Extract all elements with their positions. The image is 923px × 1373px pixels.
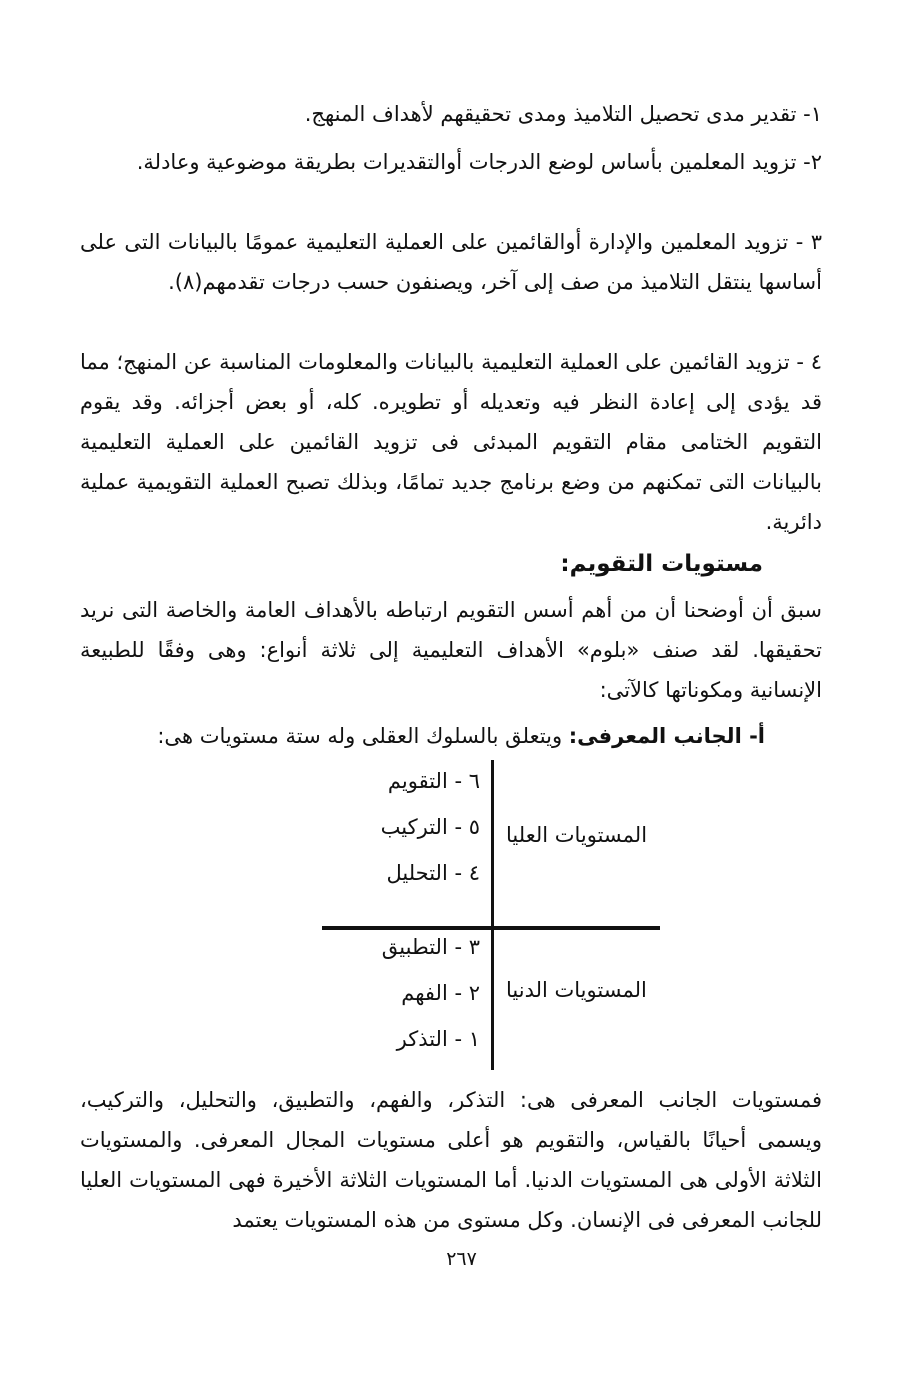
upper-levels-label: المستويات العليا xyxy=(506,823,648,847)
section-heading: مستويات التقويم: xyxy=(560,551,763,577)
page-number: ٢٦٧ xyxy=(446,1248,477,1270)
level-application: ٣ - التطبيق xyxy=(381,935,480,959)
closing-paragraph: فمستويات الجانب المعرفى هى: التذكر، والفهم، والتطبيق، والتحليل، والتركيب، ويسمى أحيانًا بالقياس، والتقويم هو أعلى مستويات المجال المعرفى. والمستويات الثلاثة الأولى هى المستويات الدنيا. أما المستويات الثلاثة الأخيرة فهى المستويات العليا للجانب المعرفى فى الإنسان. وكل مستوى من هذه المستويات يعتمد xyxy=(80,1088,822,1232)
cognitive-domain-description: ويتعلق بالسلوك العقلى وله ستة مستويات هى: xyxy=(157,724,569,748)
level-comprehension: ٢ - الفهم xyxy=(401,981,480,1005)
diagram-vertical-divider xyxy=(491,760,494,1070)
lower-levels-label: المستويات الدنيا xyxy=(506,978,647,1002)
cognitive-domain-line xyxy=(157,716,765,756)
level-evaluation: ٦ - التقويم xyxy=(387,769,480,793)
level-analysis: ٤ - التحليل xyxy=(386,861,480,885)
levels-diagram xyxy=(320,760,660,1070)
list-item-2: ٢- تزويد المعلمين بأساس لوضع الدرجات أوالتقديرات بطريقة موضوعية وعادلة. xyxy=(136,150,822,174)
diagram-horizontal-divider xyxy=(322,926,660,930)
cognitive-domain-title: أ- الجانب المعرفى: xyxy=(568,724,765,748)
intro-paragraph: سبق أن أوضحنا أن من أهم أسس التقويم ارتباطه بالأهداف العامة والخاصة التى نريد تحقيقها. لقد صنف «بلوم» الأهداف التعليمية إلى ثلاثة أنواع: وهى وفقًا للطبيعة الإنسانية ومكوناتها كالآتى: xyxy=(80,598,822,702)
level-knowledge: ١ - التذكر xyxy=(396,1027,480,1051)
list-item-3: ٣ - تزويد المعلمين والإدارة أوالقائمين على العملية التعليمية عمومًا بالبيانات التى على أساسها ينتقل التلاميذ من صف إلى آخر، ويصنفون حسب درجات تقدمهم(٨). xyxy=(80,230,822,294)
level-synthesis: ٥ - التركيب xyxy=(380,815,480,839)
list-item-1: ١- تقدير مدى تحصيل التلاميذ ومدى تحقيقهم لأهداف المنهج. xyxy=(304,102,822,126)
list-item-4: ٤ - تزويد القائمين على العملية التعليمية بالبيانات والمعلومات المناسبة عن المنهج؛ مما قد يؤدى إلى إعادة النظر فيه وتعديله أو تطويره. كله، أو بعض أجزائه. وقد يقوم التقويم الختامى مقام التقويم المبدئى فى تزويد القائمين على العملية التعليمية بالبيانات التى تمكنهم من وضع برنامج جديد تمامًا، وبذلك تصبح العملية التقويمية عملية دائرية. xyxy=(80,350,822,534)
